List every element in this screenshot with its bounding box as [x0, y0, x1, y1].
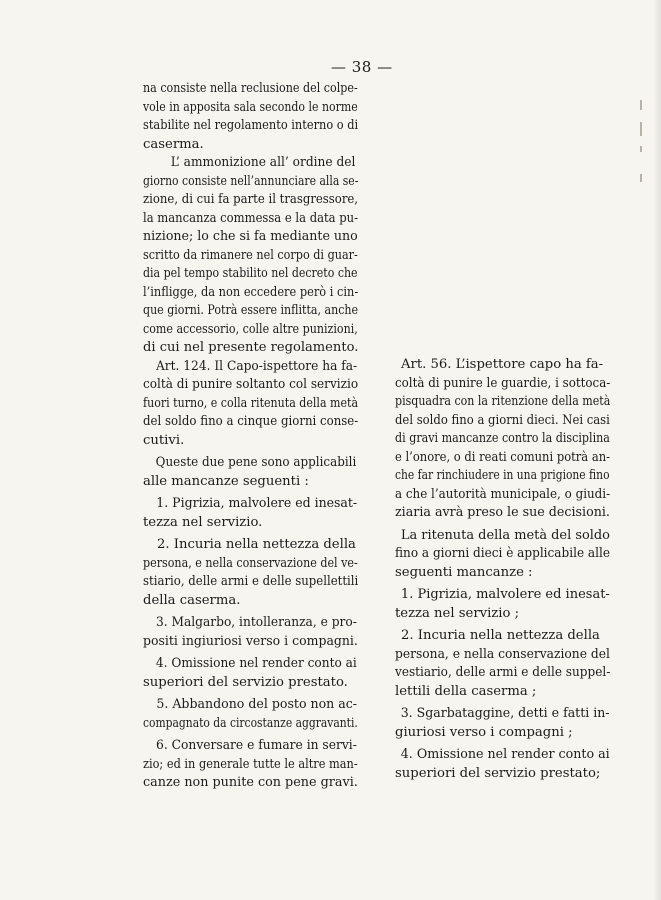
text-line: stiario, delle armi e delle supellettili	[143, 574, 359, 589]
text-line: di cui nel presente regolamento.	[143, 340, 359, 355]
text-line: del soldo fino a giorni dieci. Nei casi	[395, 412, 610, 428]
text-line: positi ingiuriosi verso i compagni.	[143, 633, 358, 649]
text-line: ziaria avrà preso le sue decisioni.	[395, 505, 610, 520]
right-column	[395, 356, 610, 783]
list-item: 3. Malgarbo, intolleranza, e pro-	[155, 615, 357, 630]
left-column	[143, 80, 358, 793]
list-item: 2. Incuria nella nettezza della	[157, 537, 356, 552]
text-line: giorno consiste nell’annunciare alla se-	[143, 173, 359, 189]
text-line: lettili della caserma ;	[395, 683, 537, 699]
list-item: 4. Omissione nel render conto ai	[400, 747, 610, 762]
list-item: 2. Incuria nella nettezza della	[401, 628, 600, 643]
text-line: fino a giorni dieci è applicabile alle	[395, 546, 610, 561]
text-line: coltà di punire soltanto col servizio	[143, 377, 359, 392]
text-line: La ritenuta della metà del soldo	[400, 527, 610, 543]
bleed-through-marks	[640, 100, 648, 200]
text-line: superiori del servizio prestato.	[143, 674, 348, 690]
text-line: del soldo fino a cinque giorni conse-	[143, 414, 359, 429]
text-line: vole in apposita sala secondo le norme	[143, 99, 358, 115]
list-item: 6. Conversare e fumare in servi-	[156, 738, 357, 753]
text-line: cutivi.	[143, 432, 185, 448]
text-line: canze non punite con pene gravi.	[143, 775, 358, 790]
text-line: e l’onore, o di reati comuni potrà an-	[395, 449, 611, 465]
list-item: 5. Abbandono del posto non ac-	[156, 697, 358, 712]
text-line: caserma.	[143, 136, 204, 152]
page-number: — 38 —	[331, 58, 393, 76]
text-line: dia pel tempo stabilito nel decreto che	[143, 266, 358, 281]
article-heading: Art. 124. Il Capo-ispettore ha fa-	[155, 358, 358, 374]
list-item: 1. Pigrizia, malvolere ed inesat-	[400, 587, 610, 602]
text-line: zio; ed in generale tutte le altre man-	[143, 756, 358, 772]
list-item: 4. Omissione nel render conto ai	[155, 656, 357, 671]
text-line: nizione; lo che si fa mediante uno	[143, 229, 358, 244]
text-line: giuriosi verso i compagni ;	[395, 724, 573, 740]
text-line: que giorni. Potrà essere inflitta, anche	[143, 303, 359, 318]
text-line: persona, e nella conservazione del ve-	[143, 555, 358, 571]
page-edge-shadow	[653, 0, 661, 900]
text-line: che far rinchiudere in una prigione fino	[395, 468, 610, 483]
text-line: Queste due pene sono applicabili	[155, 455, 357, 470]
text-line: tezza nel servizio.	[143, 514, 263, 530]
text-line: L’ ammonizione all’ ordine del	[170, 155, 356, 170]
text-line: seguenti mancanze :	[395, 564, 533, 580]
text-line: na consiste nella reclusione del colpe-	[143, 81, 358, 96]
text-line: la mancanza commessa e la data pu-	[143, 210, 359, 226]
text-line: della caserma.	[143, 592, 241, 608]
text-line: compagnato da circostanze aggravanti.	[143, 715, 358, 731]
text-line: stabilite nel regolamento interno o di	[143, 118, 359, 133]
text-line: pisquadra con la ritenzione della metà	[395, 394, 611, 409]
text-line: alle mancanze seguenti :	[143, 473, 309, 489]
article-heading: Art. 56. L’ispettore capo ha fa-	[401, 357, 604, 372]
text-line: zione, di cui fa parte il trasgressore,	[143, 192, 359, 207]
list-item: 3. Sgarbataggine, detti e fatti in-	[400, 706, 610, 721]
text-line: superiori del servizio prestato;	[395, 765, 601, 781]
text-line: come accessorio, colle altre punizioni,	[143, 321, 358, 337]
text-line: tezza nel servizio ;	[395, 605, 520, 621]
text-line: scritto da rimanere nel corpo di guar-	[143, 247, 358, 263]
text-line: coltà di punire le guardie, i sottoca-	[395, 375, 611, 391]
text-line: di gravi mancanze contro la disciplina	[395, 431, 610, 446]
text-line: fuori turno, e colla ritenuta della metà	[143, 395, 359, 411]
list-item: 1. Pigrizia, malvolere ed inesat-	[156, 496, 358, 511]
text-line: l’infligge, da non eccedere però i cin-	[143, 284, 359, 300]
text-line: persona, e nella conservazione del	[395, 646, 610, 662]
text-line: a che l’autorità municipale, o giudi-	[395, 486, 611, 502]
text-line: vestiario, delle armi e delle suppel-	[395, 665, 611, 680]
